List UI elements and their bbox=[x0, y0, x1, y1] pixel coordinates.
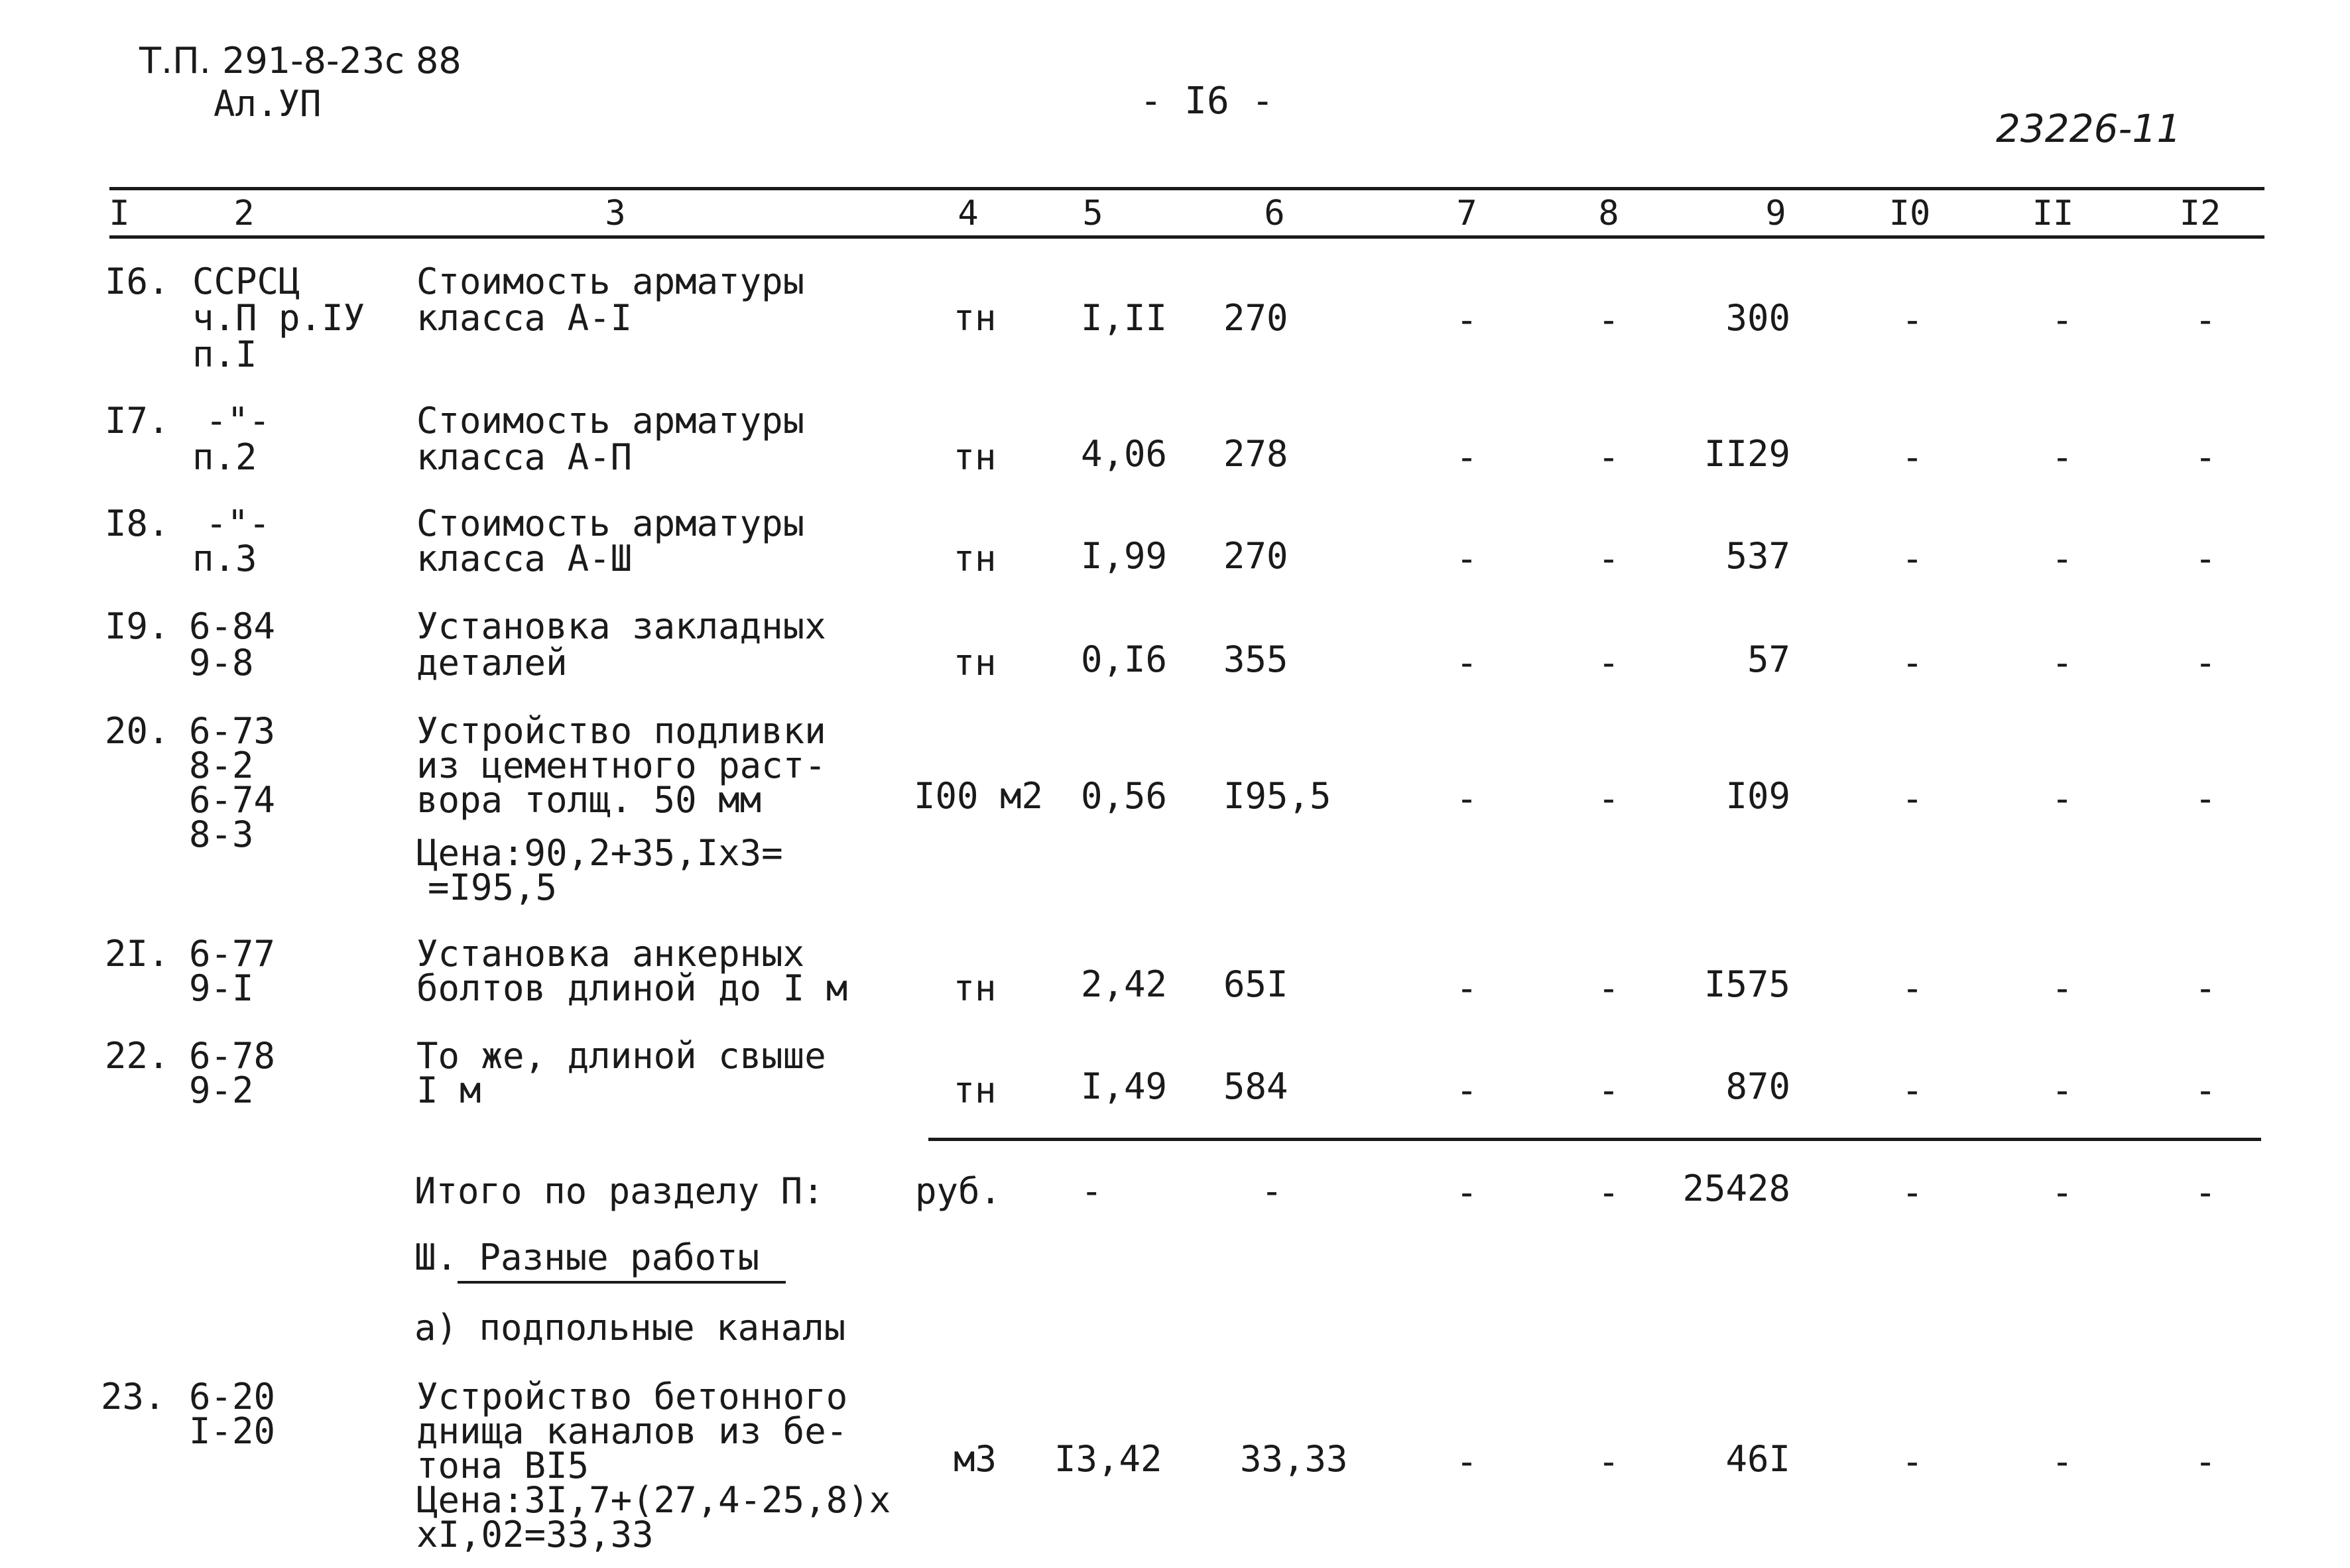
col10-cell: - bbox=[1901, 1172, 1924, 1213]
norm-code: 6-78 bbox=[189, 1035, 276, 1077]
unit-cell: тн bbox=[953, 436, 997, 478]
quantity-cell: I3,42 bbox=[1054, 1438, 1162, 1480]
quantity-cell: 4,06 bbox=[1081, 433, 1168, 475]
norm-code: 6-73 bbox=[189, 710, 276, 752]
col8-cell: - bbox=[1597, 299, 1620, 341]
col8-cell: - bbox=[1597, 436, 1620, 478]
norm-code: -"- bbox=[206, 400, 271, 442]
work-description: класса А-П bbox=[416, 436, 633, 478]
work-description: болтов длиной до I м bbox=[416, 967, 848, 1009]
section-title-underline bbox=[458, 1281, 786, 1284]
norm-code: 9-8 bbox=[189, 642, 254, 684]
col7-cell: - bbox=[1455, 778, 1478, 819]
col11-cell: - bbox=[2051, 1441, 2073, 1482]
subtotal-rule bbox=[928, 1138, 2261, 1141]
col7-cell: - bbox=[1455, 299, 1478, 341]
price-cell: 270 bbox=[1223, 535, 1288, 577]
norm-code: ССРСЦ bbox=[192, 261, 300, 302]
section-subtitle: а) подпольные каналы bbox=[414, 1307, 846, 1349]
col7-cell: - bbox=[1455, 436, 1478, 478]
price-cell: 355 bbox=[1223, 638, 1288, 680]
quantity-cell: I,49 bbox=[1081, 1065, 1168, 1107]
col7-cell: - bbox=[1455, 538, 1478, 579]
total-cell: 57 bbox=[1747, 638, 1790, 680]
row-number: 22. bbox=[105, 1035, 170, 1077]
column-header: 9 bbox=[1765, 194, 1786, 233]
row-number: 2I. bbox=[105, 933, 170, 975]
work-description: Стоимость арматуры bbox=[416, 261, 805, 302]
column-header: 2 bbox=[233, 194, 255, 233]
quantity-cell: 0,I6 bbox=[1081, 638, 1168, 680]
col7-cell: - bbox=[1455, 1069, 1478, 1111]
quantity-cell: I,II bbox=[1081, 297, 1168, 339]
col8-cell: - bbox=[1597, 1069, 1620, 1111]
work-description: класса А-I bbox=[416, 297, 633, 339]
col11-cell: - bbox=[2051, 1069, 2073, 1111]
price-cell: 33,33 bbox=[1240, 1438, 1348, 1480]
price-note: =I95,5 bbox=[428, 867, 558, 908]
col10-cell: - bbox=[1901, 1069, 1924, 1111]
price-note: Цена:90,2+35,Iх3= bbox=[416, 832, 783, 874]
unit-cell: тн bbox=[953, 297, 997, 339]
column-header: I0 bbox=[1888, 194, 1931, 233]
work-description: Установка закладных bbox=[416, 605, 826, 647]
norm-code: 8-3 bbox=[189, 814, 254, 855]
total-cell: 537 bbox=[1725, 535, 1790, 577]
col10-cell: - bbox=[1901, 299, 1924, 341]
work-description: Устройство подливки bbox=[416, 710, 826, 752]
col10-cell: - bbox=[1901, 967, 1924, 1009]
price-cell: - bbox=[1261, 1170, 1283, 1212]
col8-cell: - bbox=[1597, 967, 1620, 1009]
col8-cell: - bbox=[1597, 1172, 1620, 1213]
row-number: 23. bbox=[101, 1376, 166, 1417]
col12-cell: - bbox=[2194, 642, 2217, 684]
total-cell: 300 bbox=[1725, 297, 1790, 339]
norm-code: 6-74 bbox=[189, 779, 276, 821]
norm-code: 8-2 bbox=[189, 745, 254, 786]
column-header: I bbox=[109, 194, 130, 233]
norm-code: 9-I bbox=[189, 967, 254, 1009]
col7-cell: - bbox=[1455, 642, 1478, 684]
document-code: Т.П. 291-8-23с 88 bbox=[139, 40, 462, 82]
col11-cell: - bbox=[2051, 1172, 2073, 1213]
subtotal-total: 25428 bbox=[1682, 1168, 1790, 1209]
col12-cell: - bbox=[2194, 1441, 2217, 1482]
unit-cell: тн bbox=[953, 967, 997, 1009]
total-cell: I09 bbox=[1725, 775, 1790, 817]
price-cell: 65I bbox=[1223, 963, 1288, 1005]
col11-cell: - bbox=[2051, 538, 2073, 579]
work-description: Устройство бетонного bbox=[416, 1376, 848, 1417]
col10-cell: - bbox=[1901, 778, 1924, 819]
col11-cell: - bbox=[2051, 642, 2073, 684]
total-cell: 870 bbox=[1725, 1065, 1790, 1107]
unit-cell: I00 м2 bbox=[914, 775, 1044, 817]
table-header-rule bbox=[109, 235, 2264, 239]
norm-code: -"- bbox=[206, 503, 271, 544]
norm-code: I-20 bbox=[189, 1410, 276, 1452]
column-header: 4 bbox=[958, 194, 979, 233]
work-description: класса А-Ш bbox=[416, 538, 633, 579]
norm-code: п.2 bbox=[192, 436, 257, 478]
work-description: тона BI5 bbox=[416, 1445, 589, 1486]
total-cell: I575 bbox=[1703, 963, 1790, 1005]
quantity-cell: - bbox=[1081, 1170, 1103, 1212]
col10-cell: - bbox=[1901, 436, 1924, 478]
row-number: I6. bbox=[105, 261, 170, 302]
work-description: Стоимость арматуры bbox=[416, 503, 805, 544]
col7-cell: - bbox=[1455, 967, 1478, 1009]
work-description: днища каналов из бе- bbox=[416, 1410, 848, 1452]
norm-code: п.I bbox=[192, 333, 257, 375]
row-number: I8. bbox=[105, 503, 170, 544]
page-number: - I6 - bbox=[1139, 80, 1274, 123]
work-description: То же, длиной свыше bbox=[416, 1035, 826, 1077]
col12-cell: - bbox=[2194, 778, 2217, 819]
unit-cell: тн bbox=[953, 1069, 997, 1111]
column-header: 7 bbox=[1456, 194, 1477, 233]
norm-code: 6-20 bbox=[189, 1376, 276, 1417]
price-note: хI,02=33,33 bbox=[416, 1514, 654, 1555]
unit-cell: м3 bbox=[954, 1438, 997, 1480]
column-header: 8 bbox=[1598, 194, 1619, 233]
col11-cell: - bbox=[2051, 436, 2073, 478]
col12-cell: - bbox=[2194, 538, 2217, 579]
quantity-cell: I,99 bbox=[1081, 535, 1168, 577]
work-description: I м bbox=[416, 1069, 481, 1111]
total-cell: II29 bbox=[1703, 433, 1790, 475]
col8-cell: - bbox=[1597, 538, 1620, 579]
col12-cell: - bbox=[2194, 1069, 2217, 1111]
col12-cell: - bbox=[2194, 967, 2217, 1009]
subtotal-label: Итого по разделу П: bbox=[414, 1170, 824, 1212]
col10-cell: - bbox=[1901, 1441, 1924, 1482]
norm-code: 6-77 bbox=[189, 933, 276, 975]
work-description: вора толщ. 50 мм bbox=[416, 779, 762, 821]
col11-cell: - bbox=[2051, 967, 2073, 1009]
column-header: 3 bbox=[605, 194, 626, 233]
col11-cell: - bbox=[2051, 778, 2073, 819]
col12-cell: - bbox=[2194, 299, 2217, 341]
row-number: I7. bbox=[105, 400, 170, 442]
quantity-cell: 2,42 bbox=[1081, 963, 1168, 1005]
work-description: Установка анкерных bbox=[416, 933, 805, 975]
unit-cell: тн bbox=[953, 538, 997, 579]
row-number: 20. bbox=[105, 710, 170, 752]
col11-cell: - bbox=[2051, 299, 2073, 341]
section-title: Ш. Разные работы bbox=[414, 1236, 760, 1278]
col10-cell: - bbox=[1901, 538, 1924, 579]
column-header: 6 bbox=[1264, 194, 1285, 233]
col8-cell: - bbox=[1597, 642, 1620, 684]
price-cell: 270 bbox=[1223, 297, 1288, 339]
unit-cell: тн bbox=[953, 642, 997, 684]
total-cell: 46I bbox=[1725, 1438, 1790, 1480]
price-cell: 278 bbox=[1223, 433, 1288, 475]
col7-cell: - bbox=[1455, 1441, 1478, 1482]
column-header: I2 bbox=[2179, 194, 2221, 233]
quantity-cell: 0,56 bbox=[1081, 775, 1168, 817]
album-label: Ал.УП bbox=[214, 83, 322, 125]
price-cell: I95,5 bbox=[1223, 775, 1331, 817]
col12-cell: - bbox=[2194, 436, 2217, 478]
norm-code: 9-2 bbox=[189, 1069, 254, 1111]
col7-cell: - bbox=[1455, 1172, 1478, 1213]
row-number: I9. bbox=[105, 605, 170, 647]
col12-cell: - bbox=[2194, 1172, 2217, 1213]
table-top-rule bbox=[109, 187, 2264, 190]
norm-code: п.3 bbox=[192, 538, 257, 579]
norm-code: 6-84 bbox=[189, 605, 276, 647]
column-header: 5 bbox=[1082, 194, 1103, 233]
column-header: II bbox=[2032, 194, 2074, 233]
work-description: деталей bbox=[416, 642, 568, 684]
work-description: Стоимость арматуры bbox=[416, 400, 805, 442]
price-cell: 584 bbox=[1223, 1065, 1288, 1107]
col8-cell: - bbox=[1597, 1441, 1620, 1482]
stamp-number: 23226-11 bbox=[1996, 106, 2182, 151]
work-description: из цементного раст- bbox=[416, 745, 826, 786]
col8-cell: - bbox=[1597, 778, 1620, 819]
col10-cell: - bbox=[1901, 642, 1924, 684]
unit-cell: руб. bbox=[915, 1170, 1002, 1212]
norm-code: ч.П р.IУ bbox=[192, 297, 365, 339]
price-note: Цена:3I,7+(27,4-25,8)х bbox=[416, 1479, 891, 1521]
